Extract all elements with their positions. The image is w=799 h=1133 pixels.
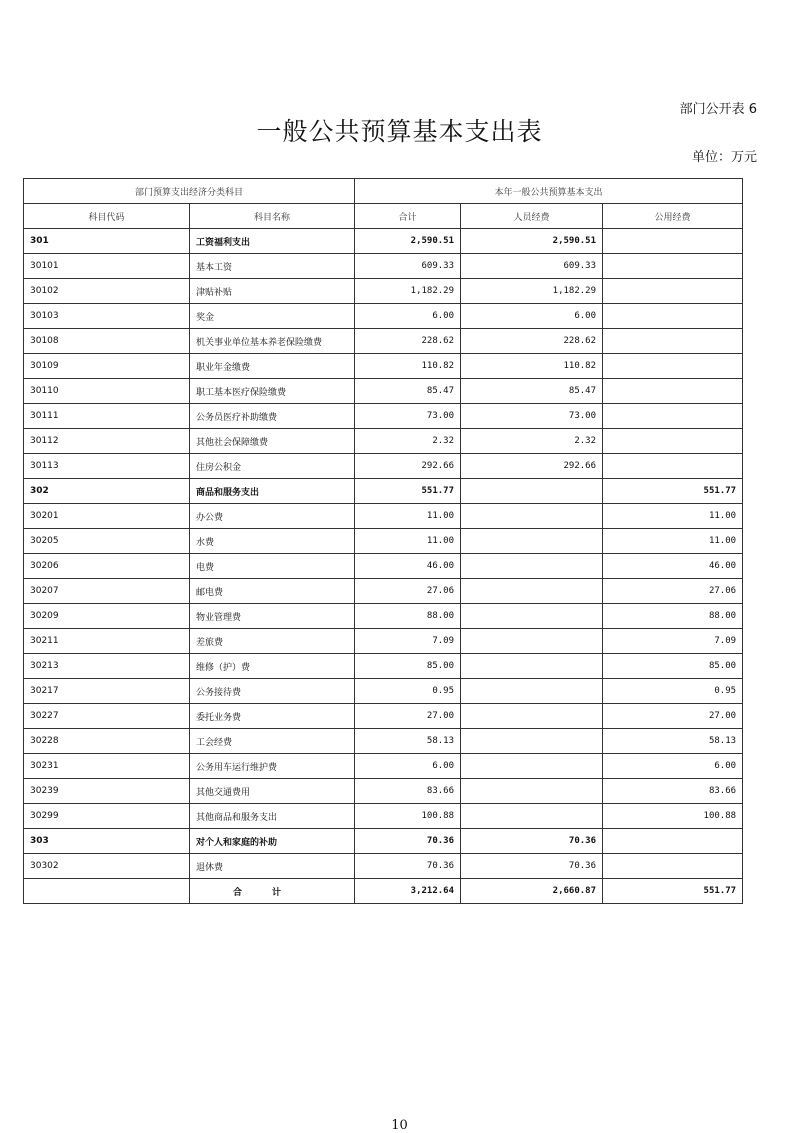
name-cell: 邮电费 — [190, 579, 355, 604]
total-cell: 85.00 — [355, 654, 461, 679]
public-cell: 27.06 — [603, 579, 743, 604]
table-row — [24, 579, 743, 604]
public-cell — [603, 829, 743, 854]
public-cell — [603, 454, 743, 479]
public-cell — [603, 279, 743, 304]
group-header-basic-expenditure: 本年一般公共预算基本支出 — [355, 179, 743, 204]
name-cell: 物业管理费 — [190, 604, 355, 629]
table-row — [24, 529, 743, 554]
total-cell: 70.36 — [355, 854, 461, 879]
total-cell: 228.62 — [355, 329, 461, 354]
public-cell: 46.00 — [603, 554, 743, 579]
code-cell: 30207 — [24, 579, 190, 604]
table-row — [24, 779, 743, 804]
personnel-cell: 73.00 — [461, 404, 603, 429]
name-cell: 职业年金缴费 — [190, 354, 355, 379]
table-row — [24, 679, 743, 704]
name-cell: 水费 — [190, 529, 355, 554]
table-row — [24, 329, 743, 354]
code-cell: 30102 — [24, 279, 190, 304]
code-cell: 30206 — [24, 554, 190, 579]
total-cell: 70.36 — [355, 829, 461, 854]
total-label: 合计 — [190, 879, 355, 904]
name-cell: 其他商品和服务支出 — [190, 804, 355, 829]
name-cell: 职工基本医疗保险缴费 — [190, 379, 355, 404]
public-cell: 11.00 — [603, 529, 743, 554]
public-cell — [603, 254, 743, 279]
table-row — [24, 279, 743, 304]
code-cell: 30103 — [24, 304, 190, 329]
table-row — [24, 829, 743, 854]
total-amount: 3,212.64 — [355, 879, 461, 904]
table-row — [24, 254, 743, 279]
total-cell: 11.00 — [355, 529, 461, 554]
total-cell: 609.33 — [355, 254, 461, 279]
total-cell: 2,590.51 — [355, 229, 461, 254]
public-cell — [603, 354, 743, 379]
total-row — [24, 879, 743, 904]
name-cell: 其他交通费用 — [190, 779, 355, 804]
personnel-cell — [461, 779, 603, 804]
code-cell: 30108 — [24, 329, 190, 354]
personnel-cell — [461, 729, 603, 754]
total-cell: 73.00 — [355, 404, 461, 429]
code-cell: 30228 — [24, 729, 190, 754]
public-cell: 6.00 — [603, 754, 743, 779]
public-cell — [603, 404, 743, 429]
personnel-cell: 110.82 — [461, 354, 603, 379]
code-cell: 301 — [24, 229, 190, 254]
name-cell: 公务接待费 — [190, 679, 355, 704]
personnel-cell — [461, 604, 603, 629]
code-cell: 30231 — [24, 754, 190, 779]
total-cell: 6.00 — [355, 304, 461, 329]
column-header-personnel: 人员经费 — [461, 204, 603, 229]
total-public: 551.77 — [603, 879, 743, 904]
name-cell: 机关事业单位基本养老保险缴费 — [190, 329, 355, 354]
name-cell: 办公费 — [190, 504, 355, 529]
table-row — [24, 229, 743, 254]
column-header-total: 合计 — [355, 204, 461, 229]
table-group-header-row — [24, 179, 743, 204]
code-cell: 30302 — [24, 854, 190, 879]
column-header-public: 公用经费 — [603, 204, 743, 229]
table-row — [24, 504, 743, 529]
personnel-cell: 2.32 — [461, 429, 603, 454]
code-cell: 30109 — [24, 354, 190, 379]
code-cell: 30209 — [24, 604, 190, 629]
name-cell: 差旅费 — [190, 629, 355, 654]
name-cell: 工资福利支出 — [190, 229, 355, 254]
total-cell: 100.88 — [355, 804, 461, 829]
code-cell: 30211 — [24, 629, 190, 654]
personnel-cell: 292.66 — [461, 454, 603, 479]
code-cell: 30112 — [24, 429, 190, 454]
personnel-cell: 85.47 — [461, 379, 603, 404]
unit-label: 单位：万元 — [691, 150, 757, 165]
personnel-cell — [461, 554, 603, 579]
total-cell: 85.47 — [355, 379, 461, 404]
personnel-cell — [461, 804, 603, 829]
name-cell: 住房公积金 — [190, 454, 355, 479]
budget-table — [23, 178, 743, 904]
personnel-cell — [461, 679, 603, 704]
table-column-header-row — [24, 204, 743, 229]
name-cell: 电费 — [190, 554, 355, 579]
code-cell: 30213 — [24, 654, 190, 679]
total-cell: 83.66 — [355, 779, 461, 804]
table-row — [24, 429, 743, 454]
public-cell — [603, 854, 743, 879]
public-cell: 83.66 — [603, 779, 743, 804]
total-cell: 1,182.29 — [355, 279, 461, 304]
personnel-cell — [461, 754, 603, 779]
table-body — [24, 229, 743, 879]
name-cell: 奖金 — [190, 304, 355, 329]
table-row — [24, 854, 743, 879]
total-cell: 88.00 — [355, 604, 461, 629]
personnel-cell: 228.62 — [461, 329, 603, 354]
total-cell: 27.00 — [355, 704, 461, 729]
total-cell: 292.66 — [355, 454, 461, 479]
table-row — [24, 754, 743, 779]
total-cell: 2.32 — [355, 429, 461, 454]
public-cell: 551.77 — [603, 479, 743, 504]
code-cell: 30113 — [24, 454, 190, 479]
public-cell: 11.00 — [603, 504, 743, 529]
table-row — [24, 704, 743, 729]
public-cell: 88.00 — [603, 604, 743, 629]
public-cell — [603, 379, 743, 404]
table-row — [24, 629, 743, 654]
name-cell: 退休费 — [190, 854, 355, 879]
personnel-cell: 2,590.51 — [461, 229, 603, 254]
table-row — [24, 654, 743, 679]
total-cell: 6.00 — [355, 754, 461, 779]
group-header-economic-classification: 部门预算支出经济分类科目 — [24, 179, 355, 204]
total-personnel: 2,660.87 — [461, 879, 603, 904]
table-row — [24, 354, 743, 379]
code-cell: 30227 — [24, 704, 190, 729]
name-cell: 工会经费 — [190, 729, 355, 754]
document-label: 部门公开表 6 — [679, 102, 757, 117]
name-cell: 对个人和家庭的补助 — [190, 829, 355, 854]
personnel-cell: 70.36 — [461, 829, 603, 854]
public-cell — [603, 304, 743, 329]
total-cell: 46.00 — [355, 554, 461, 579]
code-cell: 30299 — [24, 804, 190, 829]
table-row — [24, 304, 743, 329]
personnel-cell — [461, 504, 603, 529]
table-row — [24, 804, 743, 829]
public-cell: 85.00 — [603, 654, 743, 679]
total-row-code-cell — [24, 879, 190, 904]
public-cell — [603, 429, 743, 454]
code-cell: 30111 — [24, 404, 190, 429]
table-row — [24, 729, 743, 754]
public-cell: 58.13 — [603, 729, 743, 754]
name-cell: 其他社会保障缴费 — [190, 429, 355, 454]
total-cell: 551.77 — [355, 479, 461, 504]
table-row — [24, 379, 743, 404]
personnel-cell — [461, 579, 603, 604]
name-cell: 商品和服务支出 — [190, 479, 355, 504]
code-cell: 30101 — [24, 254, 190, 279]
code-cell: 302 — [24, 479, 190, 504]
total-cell: 0.95 — [355, 679, 461, 704]
personnel-cell — [461, 654, 603, 679]
public-cell: 27.00 — [603, 704, 743, 729]
personnel-cell — [461, 704, 603, 729]
personnel-cell — [461, 629, 603, 654]
code-cell: 30239 — [24, 779, 190, 804]
personnel-cell — [461, 479, 603, 504]
public-cell: 100.88 — [603, 804, 743, 829]
total-cell: 27.06 — [355, 579, 461, 604]
total-cell: 110.82 — [355, 354, 461, 379]
table-row — [24, 554, 743, 579]
name-cell: 维修（护）费 — [190, 654, 355, 679]
personnel-cell: 6.00 — [461, 304, 603, 329]
code-cell: 30201 — [24, 504, 190, 529]
name-cell: 津贴补贴 — [190, 279, 355, 304]
name-cell: 公务用车运行维护费 — [190, 754, 355, 779]
table-row — [24, 404, 743, 429]
table-row — [24, 604, 743, 629]
public-cell: 7.09 — [603, 629, 743, 654]
personnel-cell: 70.36 — [461, 854, 603, 879]
public-cell — [603, 329, 743, 354]
total-cell: 7.09 — [355, 629, 461, 654]
personnel-cell: 1,182.29 — [461, 279, 603, 304]
public-cell — [603, 229, 743, 254]
personnel-cell: 609.33 — [461, 254, 603, 279]
public-cell: 0.95 — [603, 679, 743, 704]
total-cell: 11.00 — [355, 504, 461, 529]
column-header-name: 科目名称 — [190, 204, 355, 229]
name-cell: 公务员医疗补助缴费 — [190, 404, 355, 429]
name-cell: 委托业务费 — [190, 704, 355, 729]
personnel-cell — [461, 529, 603, 554]
code-cell: 30205 — [24, 529, 190, 554]
table-row — [24, 454, 743, 479]
code-cell: 30110 — [24, 379, 190, 404]
code-cell: 303 — [24, 829, 190, 854]
code-cell: 30217 — [24, 679, 190, 704]
page-title: 一般公共预算基本支出表 — [256, 117, 543, 146]
page-number: 10 — [391, 1118, 408, 1133]
total-cell: 58.13 — [355, 729, 461, 754]
name-cell: 基本工资 — [190, 254, 355, 279]
column-header-code: 科目代码 — [24, 204, 190, 229]
table-row — [24, 479, 743, 504]
